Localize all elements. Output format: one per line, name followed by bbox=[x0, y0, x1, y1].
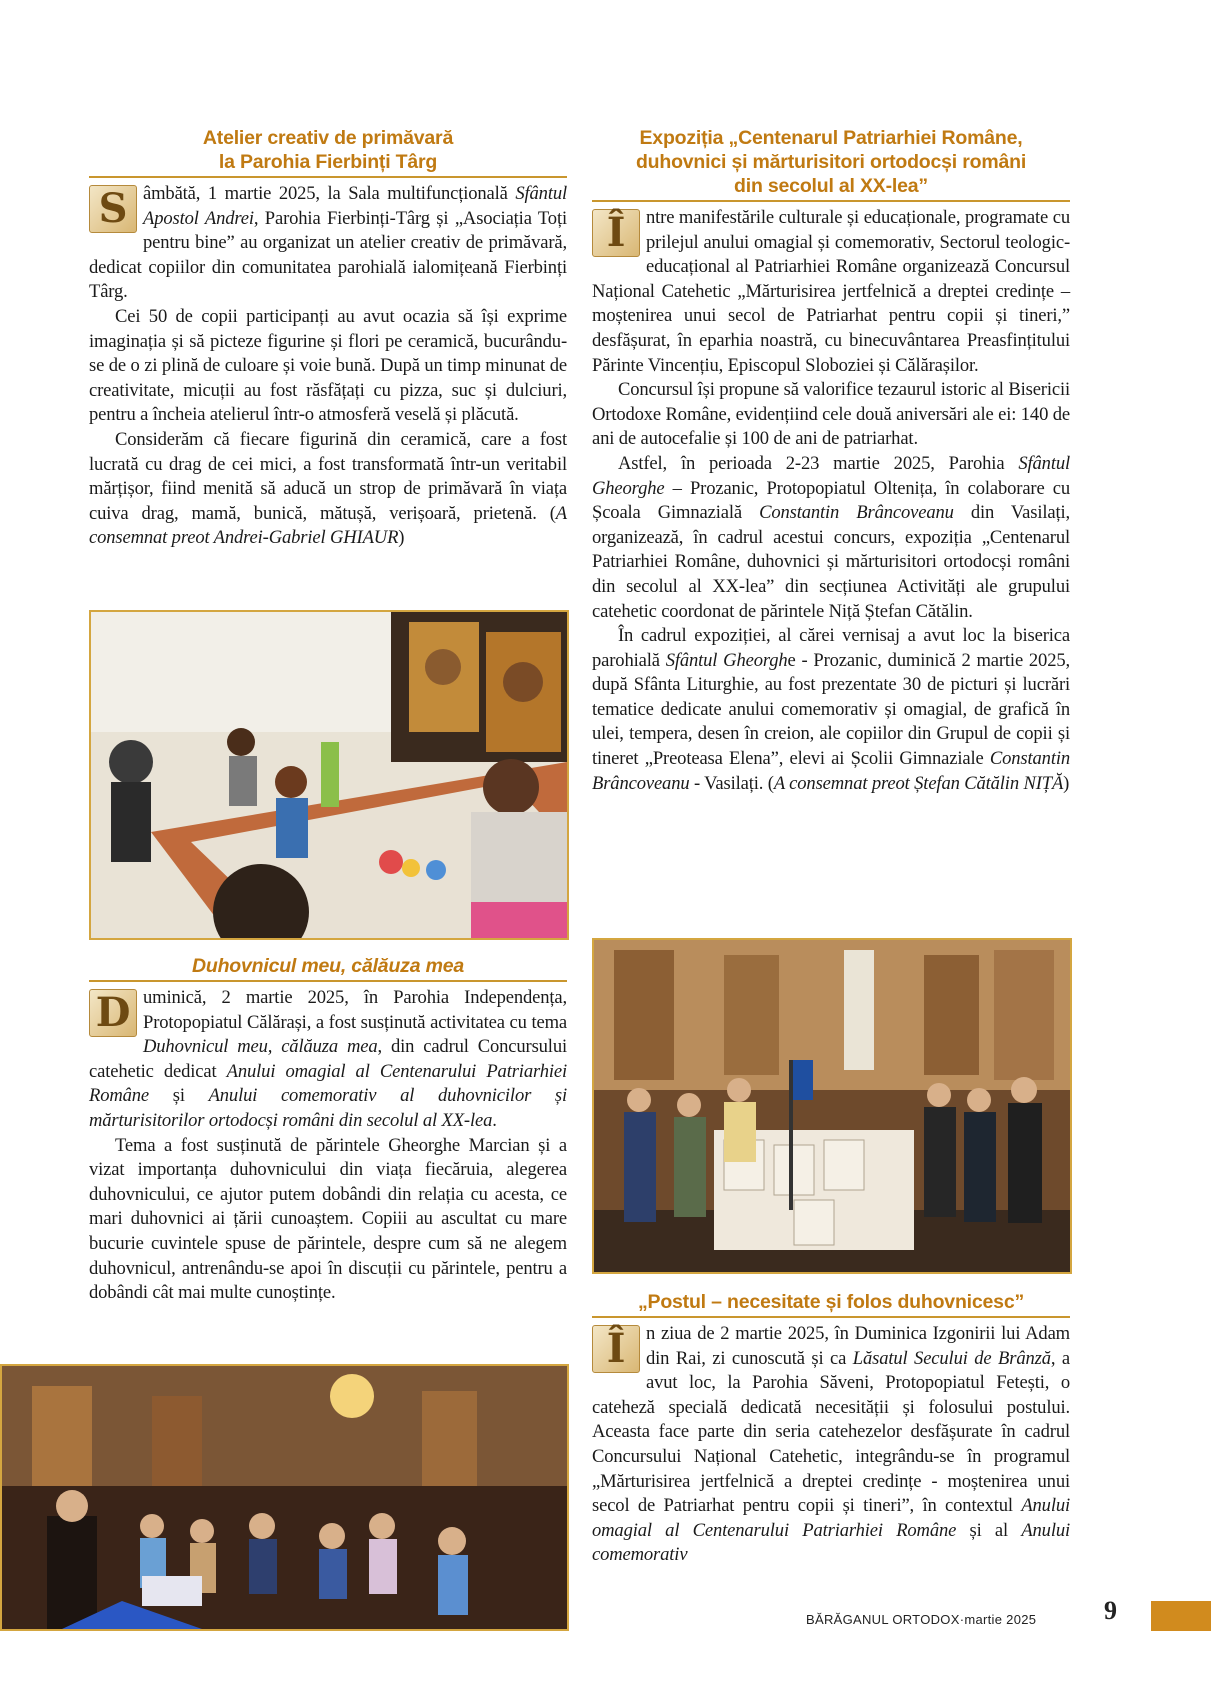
photo-children-painting bbox=[89, 610, 569, 940]
page-footer bbox=[806, 1604, 1036, 1634]
article-postul bbox=[592, 1290, 1070, 1568]
article-title: Duhovnicul meu, călăuza mea bbox=[89, 954, 567, 982]
article-duhovnicul-meu bbox=[89, 954, 567, 1306]
dropcap-letter: D bbox=[89, 989, 137, 1037]
right-column-lower bbox=[592, 1290, 1070, 1568]
page-color-bar bbox=[1151, 1601, 1211, 1631]
publication-name: BĂRĂGANUL ORTODOX bbox=[806, 1611, 960, 1627]
dropcap-letter: Î bbox=[592, 209, 640, 257]
right-column bbox=[592, 126, 1070, 796]
article-paragraph: În cadrul expoziției, al cărei vernisaj a avut loc la biserica parohială Sfântul Gheorghe - Prozanic, duminică 2 martie 2025, după Sfânta Liturghie, au fost prezentate 30 de picturi și lucrări tematice dedicate anului comemorativ și omagial, de grafică în ulei, tempera, desen în creion, ale copiilor din Grupul de copii și tineret „Preoteasa Elena”, elevi ai Școlii Gimnaziale Constantin Brâncoveanu - Vasilați. (A consemnat preot Ștefan Cătălin NIȚĂ) bbox=[592, 625, 1070, 794]
photo-exhibition bbox=[592, 938, 1072, 1274]
article-paragraph: Considerăm că fiecare figurină din ceramică, care a fost lucrată cu drag de cei mici, a fost transformată într-un veritabil mărțișor, fiind menită să aducă un strop de primăvară în viața cuiva drag, mamă, bunică, mătușă, verișoară, prietenă. (A consemnat preot Andrei-Gabriel GHIAUR) bbox=[89, 428, 567, 549]
article-expozitia-centenarul bbox=[592, 126, 1070, 796]
footer-separator: · bbox=[959, 1611, 965, 1627]
article-paragraph: Î ntre manifestările culturale și educaționale, programate cu prilejul anului omagial și comemorativ, Sectorul teologic-educațional al Patriarhiei Române organizează Concursul Național Catehetic „Mărturisirea jertfelnică a dreptei credințe – moștenirea unui secol de Patriarhat pentru copii și tineri,” desfășurat, în eparhia noastră, cu binecuvântarea Preasfințitului Părinte Vincențiu, Episcopul Sloboziei și Călărașilor. bbox=[592, 207, 1070, 376]
photo-children-in-church bbox=[0, 1364, 569, 1631]
article-title: Expoziția „Centenarul Patriarhiei Române, duhovnici și mărturisitori ortodocși români din secolul al XX-lea” bbox=[592, 126, 1070, 202]
article-paragraph: Tema a fost susținută de părintele Gheorghe Marcian și a vizat importanța duhovnicului din viața fiecăruia, alegerea duhovnicului, ce ajutor putem dobândi din relația cu acesta, ce mari duhovnici ai țării cunoaștem. Copiii au ascultat cu mare bucurie cuvintele spuse de părintele, despre cum să ne alegem duhovnicul, antrenându-se apoi în discuții cu părintele, pentru a dobândi cât mai multe cunoștințe. bbox=[89, 1134, 567, 1304]
article-creative-workshop bbox=[89, 126, 567, 551]
article-paragraph: D uminică, 2 martie 2025, în Parohia Independența, Protopopiatul Călărași, a fost susținută activitatea cu tema Duhovnicul meu, călăuza mea, din cadrul Concursului catehetic dedicat Anului omagial al Centenarului Patriarhiei Române și Anului comemorativ al duhovnicilor și mărturisitorilor ortodocși români din secolul al XX-lea. bbox=[89, 987, 567, 1131]
article-paragraph: S âmbătă, 1 martie 2025, la Sala multifuncțională Sfântul Apostol Andrei, Parohia Fierbinți-Târg și „Asociația Toți pentru bine” au organizat un atelier creativ de primăvară, dedicat copiilor din comunitatea parohială ialomițeană Fierbinți Târg. bbox=[89, 183, 567, 303]
dropcap-letter: Î bbox=[592, 1325, 640, 1373]
dropcap-letter: S bbox=[89, 185, 137, 233]
article-paragraph: Astfel, în perioada 2-23 martie 2025, Parohia Sfântul Gheorghe – Prozanic, Protopopiatul Oltenița, în colaborare cu Școala Gimnazială Constantin Brâncoveanu din Vasilați, organizează, în cadrul acestui concurs, expoziția „Centenarul Patriarhiei Române, duhovnici și mărturisitori ortodocși români din secolul al XX-lea” din secțiunea Activități ale grupului catehetic coordonat de părintele Niță Ștefan Cătălin. bbox=[592, 452, 1070, 622]
left-column bbox=[89, 126, 567, 551]
article-title: „Postul – necesitate și folos duhovnicesc” bbox=[592, 1290, 1070, 1318]
article-title: Atelier creativ de primăvară la Parohia Fierbinți Târg bbox=[89, 126, 567, 178]
article-paragraph: Concursul își propune să valorifice tezaurul istoric al Bisericii Ortodoxe Române, evidențiind cele două aniversări ale ei: 140 de ani de autocefalie și 100 de ani de patriarhat. bbox=[592, 379, 1070, 450]
issue-date: martie 2025 bbox=[964, 1611, 1037, 1627]
article-paragraph: Cei 50 de copii participanți au avut ocazia să își exprime imaginația și să picteze figurine și flori pe ceramică, bucurându-se de o zi plină de culoare și voie bună. După un timp minunat de creativitate, micuții au fost răsfățați cu pizza, suc și dulciuri, pentru a încheia atelierul într-o atmosferă veselă și plăcută. bbox=[89, 305, 567, 426]
article-paragraph: Î n ziua de 2 martie 2025, în Duminica Izgonirii lui Adam din Rai, zi cunoscută și ca Lăsatul Secului de Brânză, a avut loc, la Parohia Săveni, Protopopiatul Fetești, o cateheză specială dedicată necesității și folosului postului. Aceasta face parte din seria catehezelor desfășurate în cadrul Concursului Național Catehetic, integrându-se în programul „Mărturisirea jertfelnică a dreptei credințe - moștenirea unui secol de Patriarhat pentru copii și tineri”, în contextul Anului omagial al Centenarului Patriarhiei Române și al Anului comemorativ bbox=[592, 1323, 1071, 1566]
page-number: 9 bbox=[1104, 1596, 1117, 1625]
left-column-lower bbox=[89, 954, 567, 1306]
